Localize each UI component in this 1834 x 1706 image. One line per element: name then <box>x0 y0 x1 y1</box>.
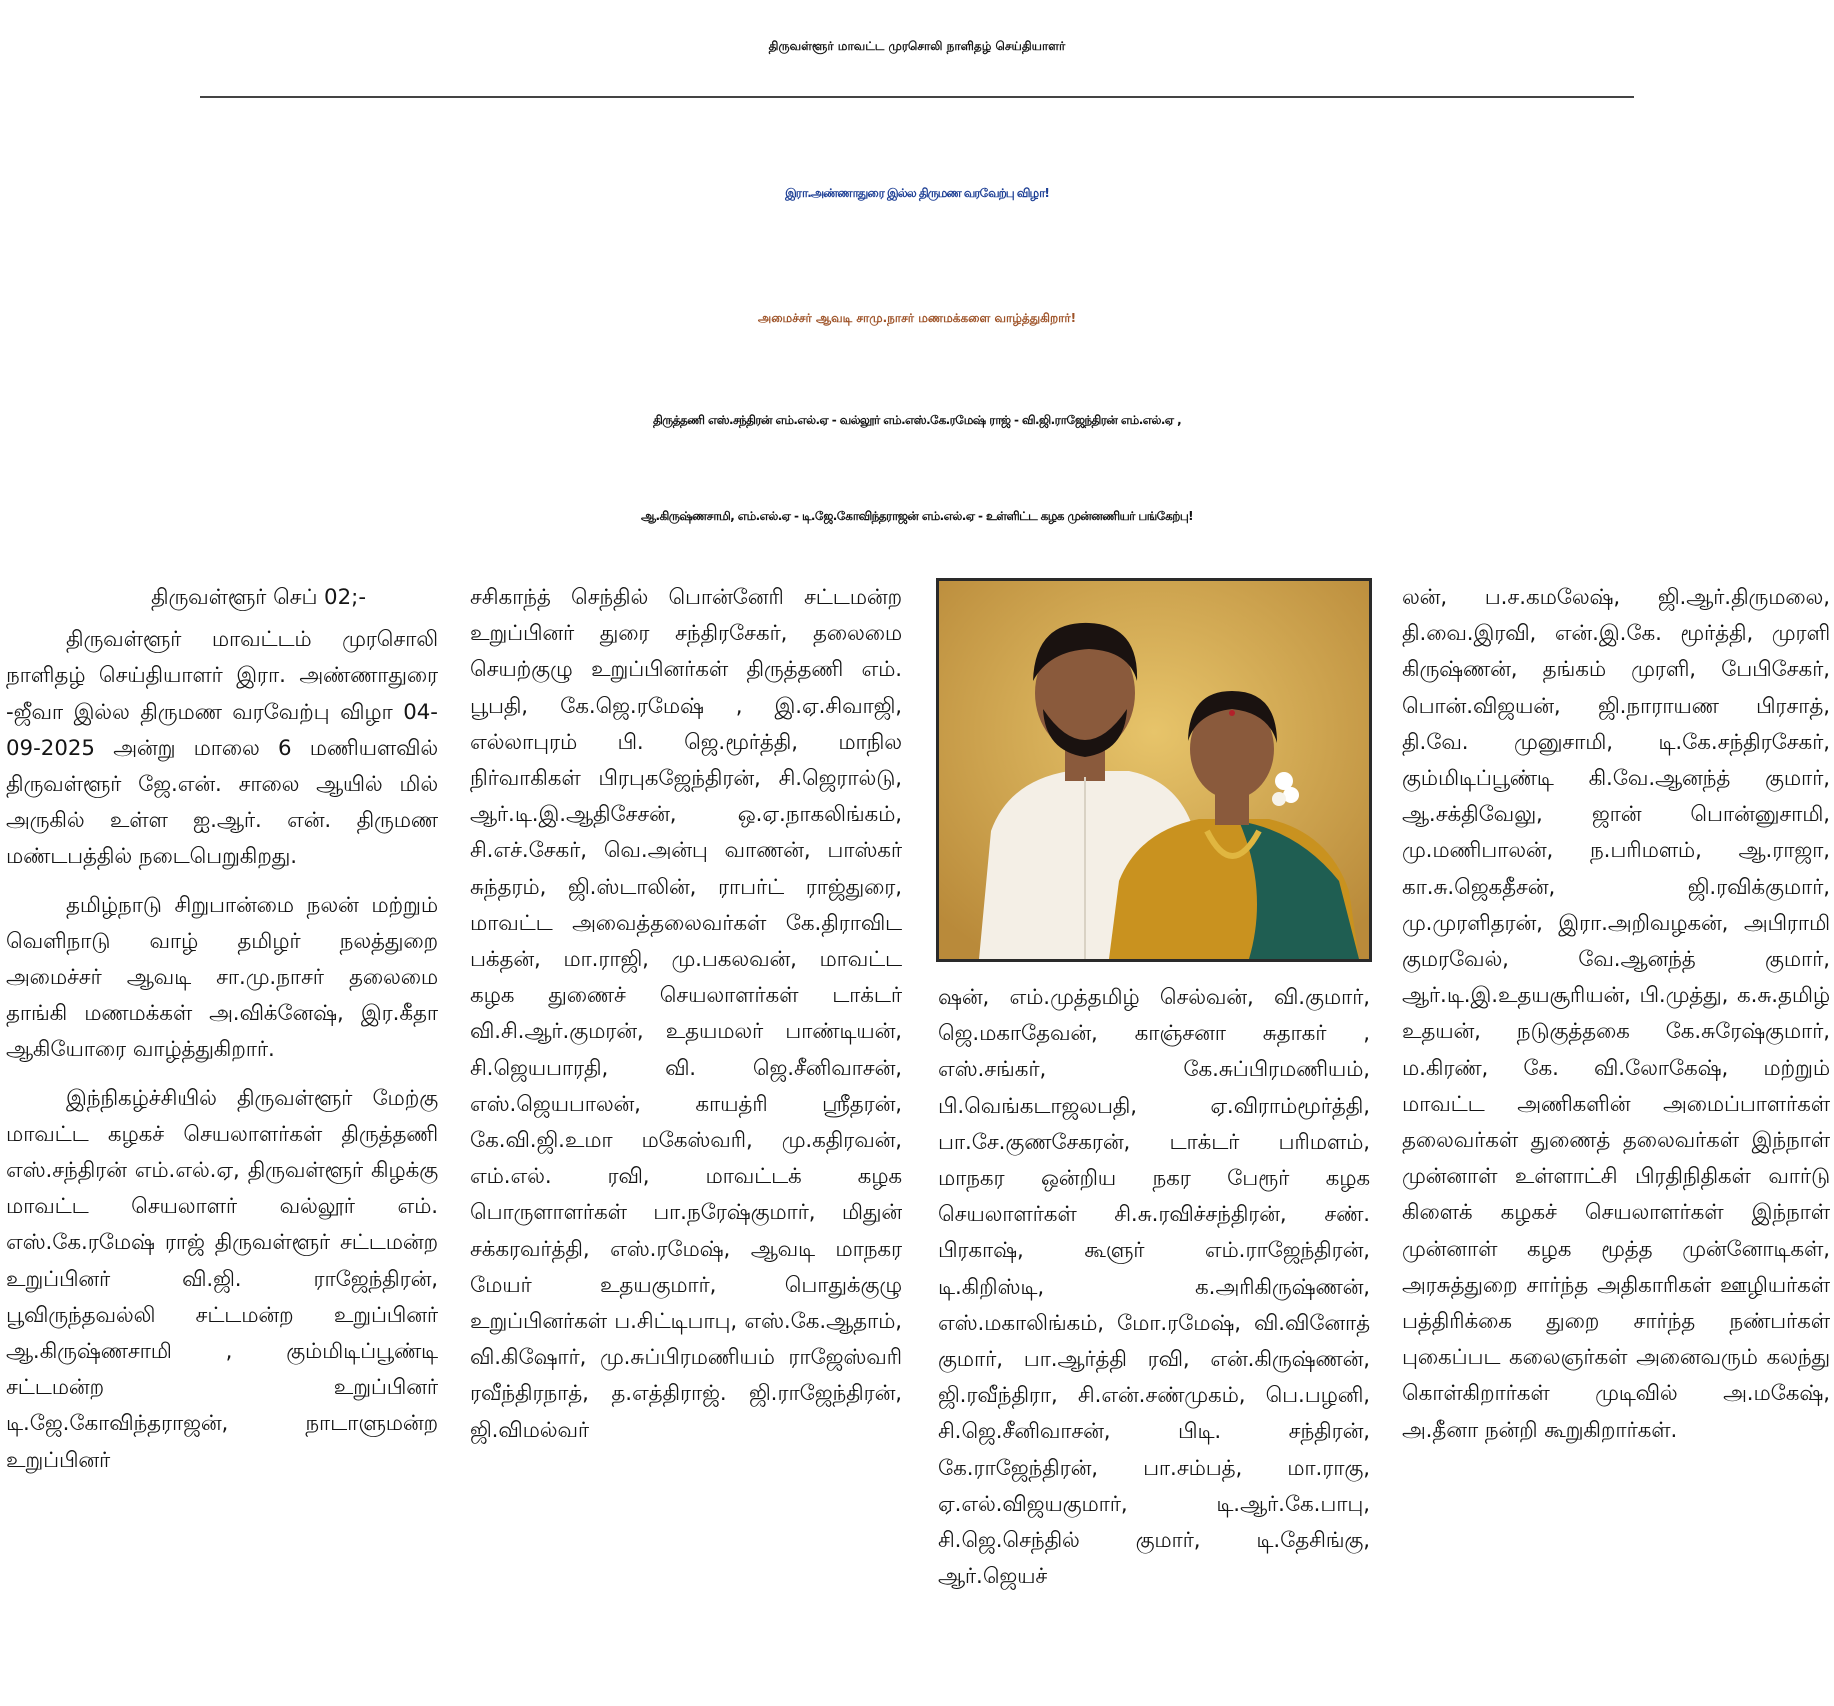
article-column-1 <box>6 580 438 1702</box>
article-column-2 <box>470 580 902 1702</box>
paragraph-attendees-start: இந்நிகழ்ச்சியில் திருவள்ளூர் மேற்கு மாவட்ட கழகச் செயலாளர்கள் திருத்தணி எஸ்.சந்திரன் எம்.எல்.ஏ, திருவள்ளூர் கிழக்கு மாவட்ட செயலாளர் வல்லூர் எம். எஸ்.கே.ரமேஷ் ராஜ் திருவள்ளூர் சட்டமன்ற உறுப்பினர் வி.ஜி. ராஜேந்திரன், பூவிருந்தவல்லி சட்டமன்ற உறுப்பினர் ஆ.கிருஷ்ணசாமி , கும்மிடிப்பூண்டி சட்டமன்ற உறுப்பினர் டி.ஜே.கோவிந்தராஜன், நாடாளுமன்ற உறுப்பினர் <box>6 1085 438 1473</box>
headline: இரா.அண்ணாதுரை இல்ல திருமண வரவேற்பு விழா! <box>785 186 1049 200</box>
paragraph-attendees-cont-1: சசிகாந்த் செந்தில் பொன்னேரி சட்டமன்ற உறுப்பினர் துரை சந்திரசேகர், தலைமை செயற்குழு உறுப்பினர்கள் திருத்தணி எம். பூபதி, கே.ஜெ.ரமேஷ் , இ.ஏ.சிவாஜி, எல்லாபுரம் பி. ஜெ.மூர்த்தி, மாநில நிர்வாகிகள் பிரபுகஜேந்திரன், சி.ஜெரால்டு, ஆர்.டி.இ.ஆதிசேசன், ஒ.ஏ.நாகலிங்கம், சி.எச்.சேகர், வெ.அன்பு வாணன், பாஸ்கர் சுந்தரம், ஜி.ஸ்டாலின், ராபர்ட் ராஜ்துரை, மாவட்ட அவைத்தலைவர்கள் கே.திராவிட பக்தன், மா.ராஜி, மு.பகலவன், மாவட்ட கழக துணைச் செயலாளர்கள் டாக்டர் வி.சி.ஆர்.குமரன், உதயமலர் பாண்டியன், சி.ஜெயபாரதி, வி. ஜெ.சீனிவாசன், எஸ்.ஜெயபாலன், காயத்ரி ஸ்ரீதரன், கே.வி.ஜி.உமா மகேஸ்வரி, மு.கதிரவன், எம்.எல். ரவி, மாவட்டக் கழக பொருளாளர்கள் பா.நரேஷ்குமார், மிதுன் சக்கரவர்த்தி, எஸ்.ரமேஷ், ஆவடி மாநகர மேயர் உதயகுமார், பொதுக்குழு உறுப்பினர்கள் ப.சிட்டிபாபு, எஸ்.கே.ஆதாம், வி.கிஷோர், மு.சுப்பிரமணியம் ராஜேஸ்வரி ரவீந்திரநாத், த.எத்திராஜ். ஜி.ராஜேந்திரன், ஜி.விமல்வர் <box>470 585 902 1443</box>
couple-photo <box>936 578 1372 962</box>
strap-line-1: திருத்தணி எஸ்.சந்திரன் எம்.எல்.ஏ - வல்லூர் எம்.எஸ்.கே.ரமேஷ் ராஜ் - வி.ஜி.ராஜேந்திரன் எம்.எல்.ஏ , <box>652 413 1182 427</box>
subheadline: அமைச்சர் ஆவடி சாமு.நாசர் மணமக்களை வாழ்த்துகிறார்! <box>757 311 1077 325</box>
dateline: திருவள்ளூர் செப் 02;- <box>151 585 367 610</box>
paragraph-event-details: திருவள்ளூர் மாவட்டம் முரசொலி நாளிதழ் செய்தியாளர் இரா. அண்ணாதுரை -ஜீவா இல்ல திருமண வரவேற்பு விழா 04-09-2025 அன்று மாலை 6 மணியளவில் திருவள்ளூர் ஜே.என். சாலை ஆயில் மில் அருகில் உள்ள ஐ.ஆர். என். திருமண மண்டபத்தில் நடைபெறுகிறது. <box>6 627 438 870</box>
kicker-underline-divider <box>200 96 1634 98</box>
paragraph-attendees-cont-3: லன், ப.ச.கமலேஷ், ஜி.ஆர்.திருமலை, தி.வை.இரவி, என்.இ.கே. மூர்த்தி, முரளி கிருஷ்ணன், தங்கம் முரளி, பேபிசேகர், பொன்.விஜயன், ஜி.நாராயண பிரசாத், தி.வே. முனுசாமி, டி.கே.சந்திரசேகர், கும்மிடிப்பூண்டி கி.வே.ஆனந்த் குமார், ஆ.சக்திவேலு, ஜான் பொன்னுசாமி, மு.மணிபாலன், ந.பரிமளம், ஆ.ராஜா, கா.சு.ஜெகதீசன், ஜி.ரவிக்குமார், மு.முரளிதரன், இரா.அறிவழகன், அபிராமி குமரவேல், வே.ஆனந்த் குமார், ஆர்.டி.இ.உதயசூரியன், பி.முத்து, க.சு.தமிழ் உதயன், நடுகுத்தகை கே.சுரேஷ்குமார், ம.கிரண், கே. வி.லோகேஷ், மற்றும் மாவட்ட அணிகளின் அமைப்பாளர்கள் தலைவர்கள் துணைத் தலைவர்கள் இந்நாள் முன்னாள் உள்ளாட்சி பிரதிநிதிகள் வார்டு கிளைக் கழகச் செயலாளர்கள் இந்நாள் முன்னாள் கழக மூத்த முன்னோடிகள், அரசுத்துறை சார்ந்த அதிகாரிகள் ஊழியர்கள் பத்திரிக்கை துறை சார்ந்த நண்பர்கள் புகைப்பட கலைஞர்கள் அனைவரும் கலந்து கொள்கிறார்கள் முடிவில் அ.மகேஷ், அ.தீனா நன்றி கூறுகிறார்கள். <box>1402 585 1830 1443</box>
strap-line-2: ஆ.கிருஷ்ணசாமி, எம்.எல்.ஏ - டி.ஜே.கோவிந்தராஜன் எம்.எல்.ஏ - உள்ளிட்ட கழக முன்னணியர் பங்கேற்பு! <box>640 509 1194 523</box>
article-column-4 <box>1402 580 1830 1702</box>
kicker-line: திருவள்ளூர் மாவட்ட முரசொலி நாளிதழ் செய்தியாளர் <box>768 39 1066 53</box>
paragraph-minister-blessing: தமிழ்நாடு சிறுபான்மை நலன் மற்றும் வெளிநாடு வாழ் தமிழர் நலத்துறை அமைச்சர் ஆவடி சா.மு.நாசர் தலைமை தாங்கி மணமக்கள் அ.விக்னேஷ், இர.கீதா ஆகியோரை வாழ்த்துகிறார். <box>6 892 438 1063</box>
article-column-3 <box>938 980 1370 1702</box>
paragraph-attendees-cont-2: ஷன், எம்.முத்தமிழ் செல்வன், வி.குமார், ஜெ.மகாதேவன், காஞ்சனா சுதாகர் , எஸ்.சங்கர், கே.சுப்பிரமணியம், பி.வெங்கடாஜலபதி, ஏ.விராம்மூர்த்தி, பா.சே.குணசேகரன், டாக்டர் பரிமளம், மாநகர ஒன்றிய நகர பேரூர் கழக செயலாளர்கள் சி.சு.ரவிச்சந்திரன், சண். பிரகாஷ், கூளுர் எம்.ராஜேந்திரன், டி.கிறிஸ்டி, க.அரிகிருஷ்ணன், எஸ்.மகாலிங்கம், மோ.ரமேஷ், வி.வினோத் குமார், பா.ஆர்த்தி ரவி, என்.கிருஷ்ணன், ஜி.ரவீந்திரா, சி.என்.சண்முகம், பெ.பழனி, சி.ஜெ.சீனிவாசன், பிடி. சந்திரன், கே.ராஜேந்திரன், பா.சம்பத், மா.ராகு, ஏ.எல்.விஜயகுமார், டி.ஆர்.கே.பாபு, சி.ஜெ.செந்தில் குமார், டி.தேசிங்கு, ஆர்.ஜெயச் <box>938 985 1370 1590</box>
